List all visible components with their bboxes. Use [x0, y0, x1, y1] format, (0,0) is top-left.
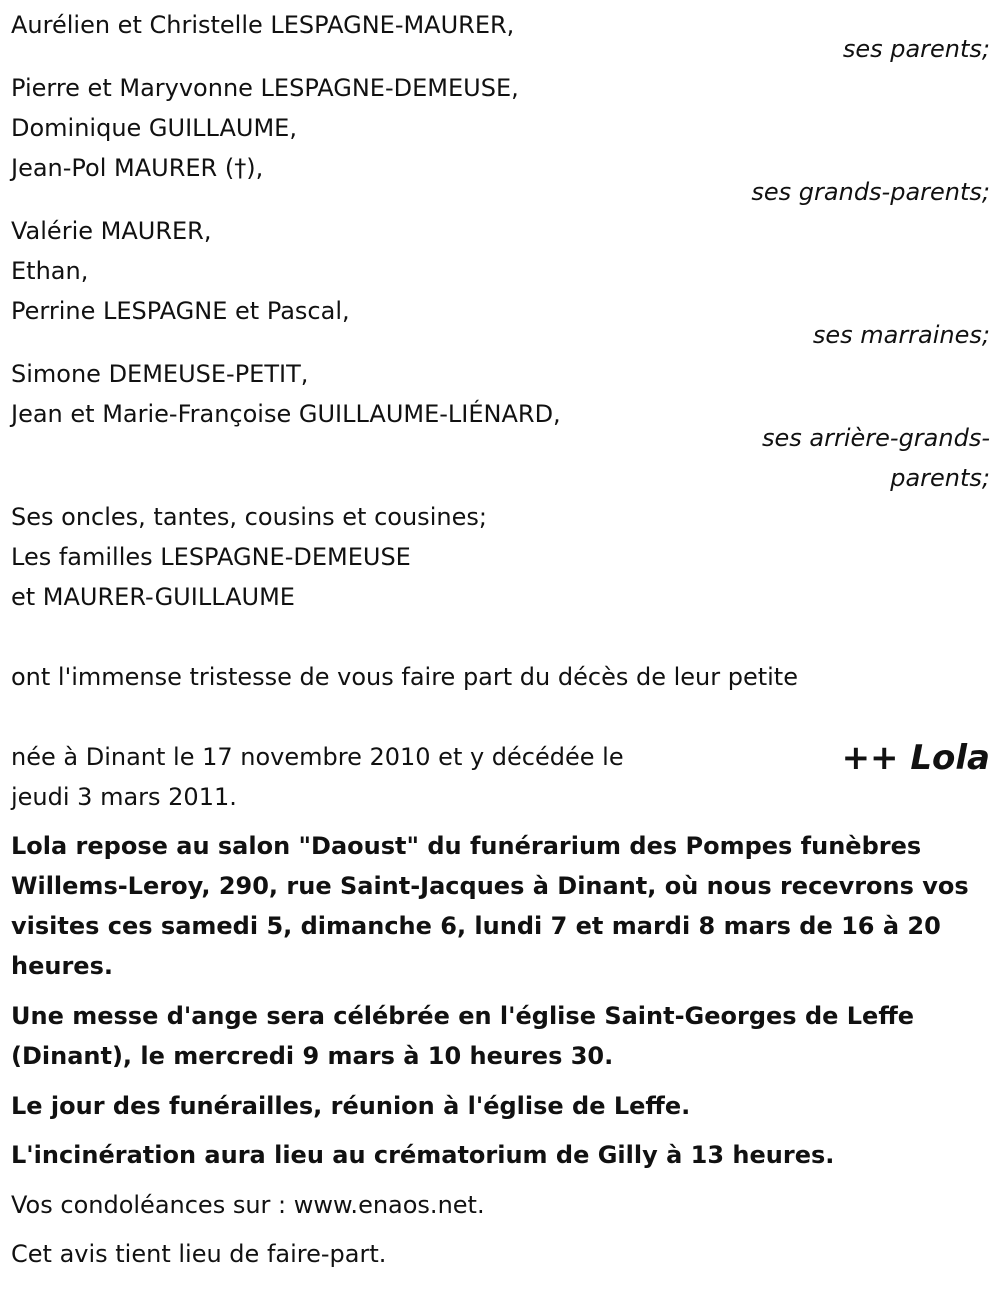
- parents-role: ses parents;: [842, 35, 990, 63]
- visit-line-2: Willems-Leroy, 290, rue Saint-Jacques à Dinant, où nous recevrons vos: [11, 872, 969, 900]
- birth-line-1: née à Dinant le 17 novembre 2010 et y décédée le: [11, 743, 624, 771]
- grandparents-line-3: Jean-Pol MAURER (†),: [11, 154, 264, 182]
- great-grandparents-role-1: ses arrière-grands-: [762, 424, 990, 452]
- great-grandparents-role-2: parents;: [890, 464, 990, 492]
- godmothers-role: ses marraines;: [812, 321, 990, 349]
- mass-line-1: Une messe d'ange sera célébrée en l'église Saint-Georges de Leffe: [11, 1002, 915, 1030]
- condolences-line: Vos condoléances sur : www.enaos.net.: [11, 1191, 485, 1219]
- great-grandparents-line-1: Simone DEMEUSE-PETIT,: [11, 360, 309, 388]
- great-grandparents-line-2: Jean et Marie-Françoise GUILLAUME-LIÉNARD,: [11, 400, 561, 428]
- visit-line-3: visites ces samedi 5, dimanche 6, lundi 7 et mardi 8 mars de 16 à 20: [11, 912, 941, 940]
- godmothers-line-3: Perrine LESPAGNE et Pascal,: [11, 297, 350, 325]
- visit-line-4: heures.: [11, 952, 113, 980]
- mass-line-2: (Dinant), le mercredi 9 mars à 10 heures 30.: [11, 1042, 614, 1070]
- families-line-2: Les familles LESPAGNE-DEMEUSE: [11, 543, 411, 571]
- parents-line: Aurélien et Christelle LESPAGNE-MAURER,: [11, 11, 515, 39]
- grandparents-role: ses grands-parents;: [751, 178, 990, 206]
- godmothers-line-1: Valérie MAURER,: [11, 217, 212, 245]
- cremation-line: L'incinération aura lieu au crématorium de Gilly à 13 heures.: [11, 1141, 835, 1169]
- notice-line: Cet avis tient lieu de faire-part.: [11, 1240, 387, 1268]
- visit-line-1: Lola repose au salon "Daoust" du funérarium des Pompes funèbres: [11, 832, 922, 860]
- birth-line-2: jeudi 3 mars 2011.: [11, 783, 237, 811]
- families-line-3: et MAURER-GUILLAUME: [11, 583, 295, 611]
- announcement-text: ont l'immense tristesse de vous faire part du décès de leur petite: [11, 663, 798, 691]
- meeting-line: Le jour des funérailles, réunion à l'église de Leffe.: [11, 1092, 691, 1120]
- godmothers-line-2: Ethan,: [11, 257, 89, 285]
- families-line-1: Ses oncles, tantes, cousins et cousines;: [11, 503, 487, 531]
- grandparents-line-1: Pierre et Maryvonne LESPAGNE-DEMEUSE,: [11, 74, 519, 102]
- grandparents-line-2: Dominique GUILLAUME,: [11, 114, 297, 142]
- deceased-name: ++ Lola: [841, 738, 990, 778]
